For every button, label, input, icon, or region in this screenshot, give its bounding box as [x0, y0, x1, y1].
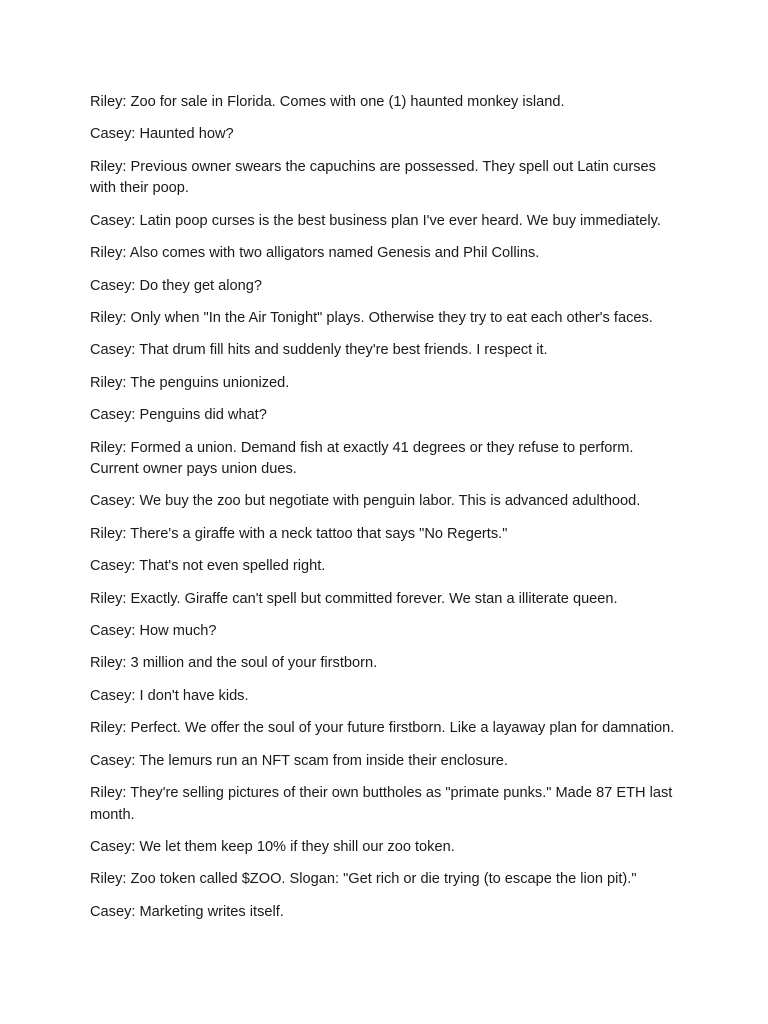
transcript-line: Riley: Zoo token called $ZOO. Slogan: "Get rich or die trying (to escape the lion pit)."	[90, 871, 637, 888]
transcript-line: Riley: Only when "In the Air Tonight" plays. Otherwise they try to eat each other's faces.	[90, 309, 653, 326]
transcript-line: Casey: We buy the zoo but negotiate with penguin labor. This is advanced adulthood.	[90, 493, 641, 510]
transcript-line: Riley: Exactly. Giraffe can't spell but committed forever. We stan a illiterate queen.	[90, 590, 618, 607]
transcript-line: Riley: There's a giraffe with a neck tattoo that says "No Regerts."	[90, 525, 508, 542]
transcript-line: Riley: Perfect. We offer the soul of your future firstborn. Like a layaway plan for damnation.	[90, 720, 675, 737]
transcript-line: Casey: That's not even spelled right.	[90, 558, 326, 575]
transcript-line: Casey: Penguins did what?	[90, 407, 267, 424]
transcript-line: Casey: Do they get along?	[90, 277, 262, 294]
transcript-line: Casey: Latin poop curses is the best business plan I've ever heard. We buy immediately.	[90, 212, 661, 229]
chat-transcript	[90, 92, 680, 934]
transcript-line: Casey: The lemurs run an NFT scam from inside their enclosure.	[90, 752, 508, 769]
transcript-line: Casey: That drum fill hits and suddenly they're best friends. I respect it.	[90, 342, 548, 359]
transcript-line: Casey: We let them keep 10% if they shill our zoo token.	[90, 838, 455, 855]
transcript-line: Riley: The penguins unionized.	[90, 374, 290, 391]
transcript-line: Riley: Previous owner swears the capuchins are possessed. They spell out Latin curses with their poop.	[90, 158, 656, 197]
transcript-line: Casey: I don't have kids.	[90, 687, 249, 704]
transcript-line: Riley: Zoo for sale in Florida. Comes with one (1) haunted monkey island.	[90, 94, 565, 110]
transcript-line: Riley: 3 million and the soul of your firstborn.	[90, 655, 378, 672]
transcript-line: Riley: They're selling pictures of their own buttholes as "primate punks." Made 87 ETH last month.	[90, 785, 673, 823]
transcript-line: Casey: Marketing writes itself.	[90, 903, 284, 920]
transcript-line: Casey: How much?	[90, 623, 217, 640]
transcript-line: Riley: Formed a union. Demand fish at exactly 41 degrees or they refuse to perform. Current owner pays union dues.	[90, 439, 634, 478]
transcript-line: Riley: Also comes with two alligators named Genesis and Phil Collins.	[90, 245, 540, 262]
transcript-line: Casey: Haunted how?	[90, 126, 234, 143]
